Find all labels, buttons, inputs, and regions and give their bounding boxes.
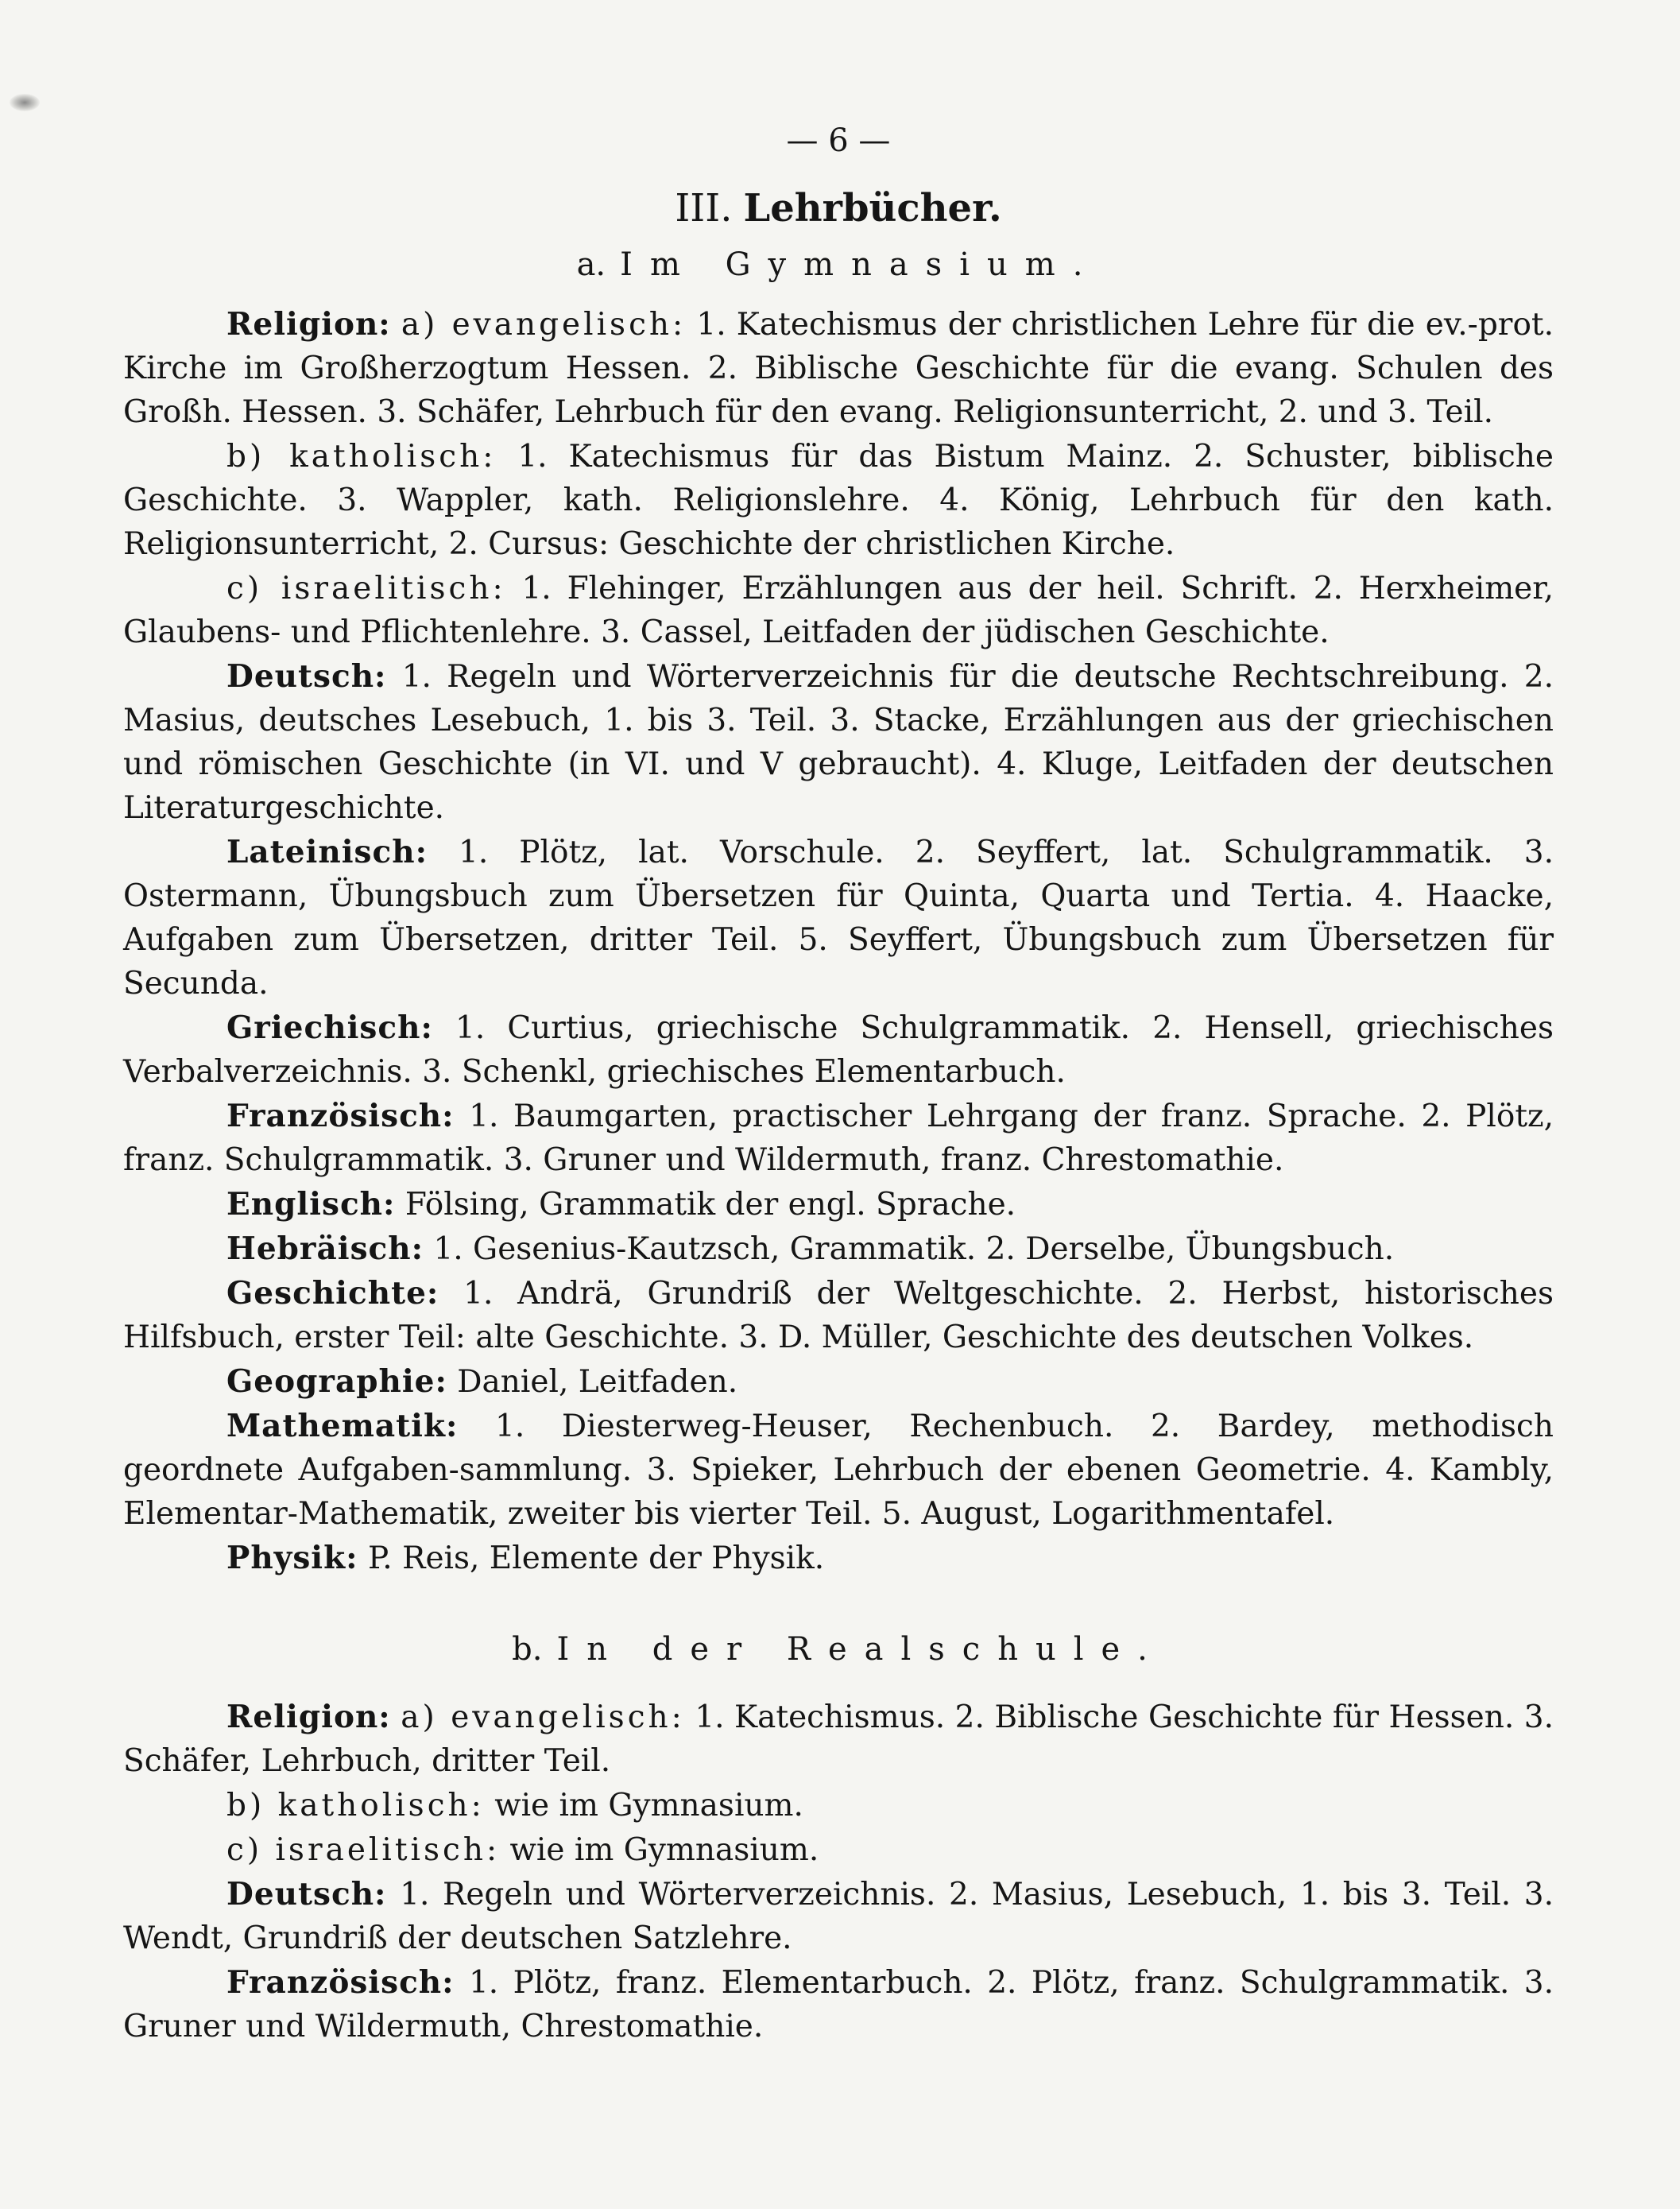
gym-geographie xyxy=(123,1360,1554,1404)
subject-heading: Geographie: xyxy=(226,1363,447,1400)
book-list: 1. Katechismus für das Bistum Mainz. 2. Schuster, biblische Geschichte. 3. Wappler, kath. Religionslehre. 4. König, Lehrbuch für den kath. Religionsunterricht, 2. Cursus: Geschichte der christlichen Kirche. xyxy=(123,439,1554,562)
gym-hebraeisch xyxy=(123,1227,1554,1271)
subject-heading: Französisch: xyxy=(226,1098,455,1134)
section-b-title: In der Realschule. xyxy=(556,1631,1165,1668)
subject-heading: Griechisch: xyxy=(226,1010,433,1046)
denomination-label: c) israelitisch: xyxy=(226,571,506,607)
subject-heading: Religion: xyxy=(226,1699,391,1735)
gym-englisch xyxy=(123,1183,1554,1227)
book-list: 1. Gesenius-Kautzsch, Grammatik. 2. Derselbe, Übungsbuch. xyxy=(433,1231,1395,1267)
real-religion-katholisch xyxy=(123,1784,1554,1827)
section-b-label: b. xyxy=(512,1631,543,1668)
gym-religion-evangelisch xyxy=(123,303,1554,434)
book-list: wie im Gymnasium. xyxy=(509,1832,819,1868)
book-list: Daniel, Leitfaden. xyxy=(457,1364,738,1400)
subject-heading: Geschichte: xyxy=(226,1275,439,1312)
gym-griechisch xyxy=(123,1006,1554,1094)
real-deutsch xyxy=(123,1873,1554,1960)
real-religion-evangelisch xyxy=(123,1696,1554,1783)
gym-deutsch xyxy=(123,655,1554,830)
document-page xyxy=(123,119,1554,2049)
gym-physik xyxy=(123,1537,1554,1580)
subject-heading: Hebräisch: xyxy=(226,1230,424,1267)
chapter-title: Lehrbücher. xyxy=(743,186,1002,231)
scan-smudge xyxy=(10,94,40,111)
chapter-number: III. xyxy=(675,186,733,231)
gym-religion-israelitisch xyxy=(123,567,1554,654)
book-list: 1. Katechismus. 2. Biblische Geschichte für Hessen. 3. Schäfer, Lehrbuch, dritter Teil. xyxy=(123,1699,1554,1779)
page-number: — 6 — xyxy=(786,122,891,159)
book-list: 1. Regeln und Wörterverzeichnis. 2. Masius, Lesebuch, 1. bis 3. Teil. 3. Wendt, Grundriß der deutschen Satzlehre. xyxy=(123,1877,1554,1956)
section-a-title: Im Gymnasium. xyxy=(620,246,1101,283)
subject-heading: Physik: xyxy=(226,1540,358,1576)
section-b-heading xyxy=(123,1628,1554,1672)
book-list: 1. Plötz, franz. Elementarbuch. 2. Plötz, franz. Schulgrammatik. 3. Gruner und Wildermuth, Chrestomathie. xyxy=(123,1965,1554,2044)
gym-lateinisch xyxy=(123,831,1554,1006)
gym-geschichte xyxy=(123,1272,1554,1359)
book-list: wie im Gymnasium. xyxy=(494,1788,803,1823)
book-list: 1. Diesterweg-Heuser, Rechenbuch. 2. Bardey, methodisch geordnete Aufgaben-sammlung. 3. Spieker, Lehrbuch der ebenen Geometrie. 4. Kambly, Elementar-Mathematik, zweiter bis vierter Teil. 5. August, Logarithmentafel. xyxy=(123,1409,1554,1532)
section-a-label: a. xyxy=(576,246,606,283)
book-list: 1. Regeln und Wörterverzeichnis für die deutsche Rechtschreibung. 2. Masius, deutsches Lesebuch, 1. bis 3. Teil. 3. Stacke, Erzählungen aus der griechischen und römischen Geschichte (in VI. und V gebraucht). 4. Kluge, Leitfaden der deutschen Literaturgeschichte. xyxy=(123,659,1554,826)
denomination-label: c) israelitisch: xyxy=(226,1832,501,1868)
book-list: 1. Plötz, lat. Vorschule. 2. Seyffert, lat. Schulgrammatik. 3. Ostermann, Übungsbuch zum Übersetzen für Quinta, Quarta und Tertia. 4. Haacke, Aufgaben zum Übersetzen, dritter Teil. 5. Seyffert, Übungsbuch zum Übersetzen für Secunda. xyxy=(123,835,1554,1002)
book-list: 1. Curtius, griechische Schulgrammatik. 2. Hensell, griechisches Verbalverzeichnis. 3. Schenkl, griechisches Elementarbuch. xyxy=(123,1010,1554,1090)
subject-heading: Deutsch: xyxy=(226,1876,387,1913)
denomination-label: b) katholisch: xyxy=(226,1788,485,1823)
denomination-label: b) katholisch: xyxy=(226,439,497,475)
real-franzoesisch xyxy=(123,1961,1554,2048)
book-list: 1. Katechismus der christlichen Lehre für die ev.-prot. Kirche im Großherzogtum Hessen. 2. Biblische Geschichte für die evang. Schulen des Großh. Hessen. 3. Schäfer, Lehrbuch für den evang. Religionsunterricht, 2. und 3. Teil. xyxy=(123,307,1554,430)
book-list: 1. Flehinger, Erzählungen aus der heil. Schrift. 2. Herxheimer, Glaubens- und Pflichtenlehre. 3. Cassel, Leitfaden der jüdischen Geschichte. xyxy=(123,571,1554,650)
book-list: 1. Baumgarten, practischer Lehrgang der franz. Sprache. 2. Plötz, franz. Schulgrammatik. 3. Gruner und Wildermuth, franz. Chrestomathie. xyxy=(123,1099,1554,1178)
subject-heading: Englisch: xyxy=(226,1186,396,1223)
section-a-heading xyxy=(123,243,1554,287)
gym-mathematik xyxy=(123,1405,1554,1536)
book-list: P. Reis, Elemente der Physik. xyxy=(367,1540,825,1576)
denomination-label: a) evangelisch: xyxy=(401,1699,685,1735)
book-list: 1. Andrä, Grundriß der Weltgeschichte. 2. Herbst, historisches Hilfsbuch, erster Teil: alte Geschichte. 3. D. Müller, Geschichte des deutschen Volkes. xyxy=(123,1276,1554,1355)
subject-heading: Französisch: xyxy=(226,1964,455,2001)
gym-franzoesisch xyxy=(123,1095,1554,1182)
book-list: Fölsing, Grammatik der engl. Sprache. xyxy=(405,1187,1016,1223)
real-religion-israelitisch xyxy=(123,1828,1554,1872)
subject-heading: Deutsch: xyxy=(226,658,387,695)
subject-heading: Lateinisch: xyxy=(226,834,428,870)
subject-heading: Mathematik: xyxy=(226,1408,459,1444)
subject-heading: Religion: xyxy=(226,306,391,343)
denomination-label: a) evangelisch: xyxy=(401,307,687,343)
gym-religion-katholisch xyxy=(123,435,1554,566)
chapter-heading xyxy=(123,187,1554,231)
